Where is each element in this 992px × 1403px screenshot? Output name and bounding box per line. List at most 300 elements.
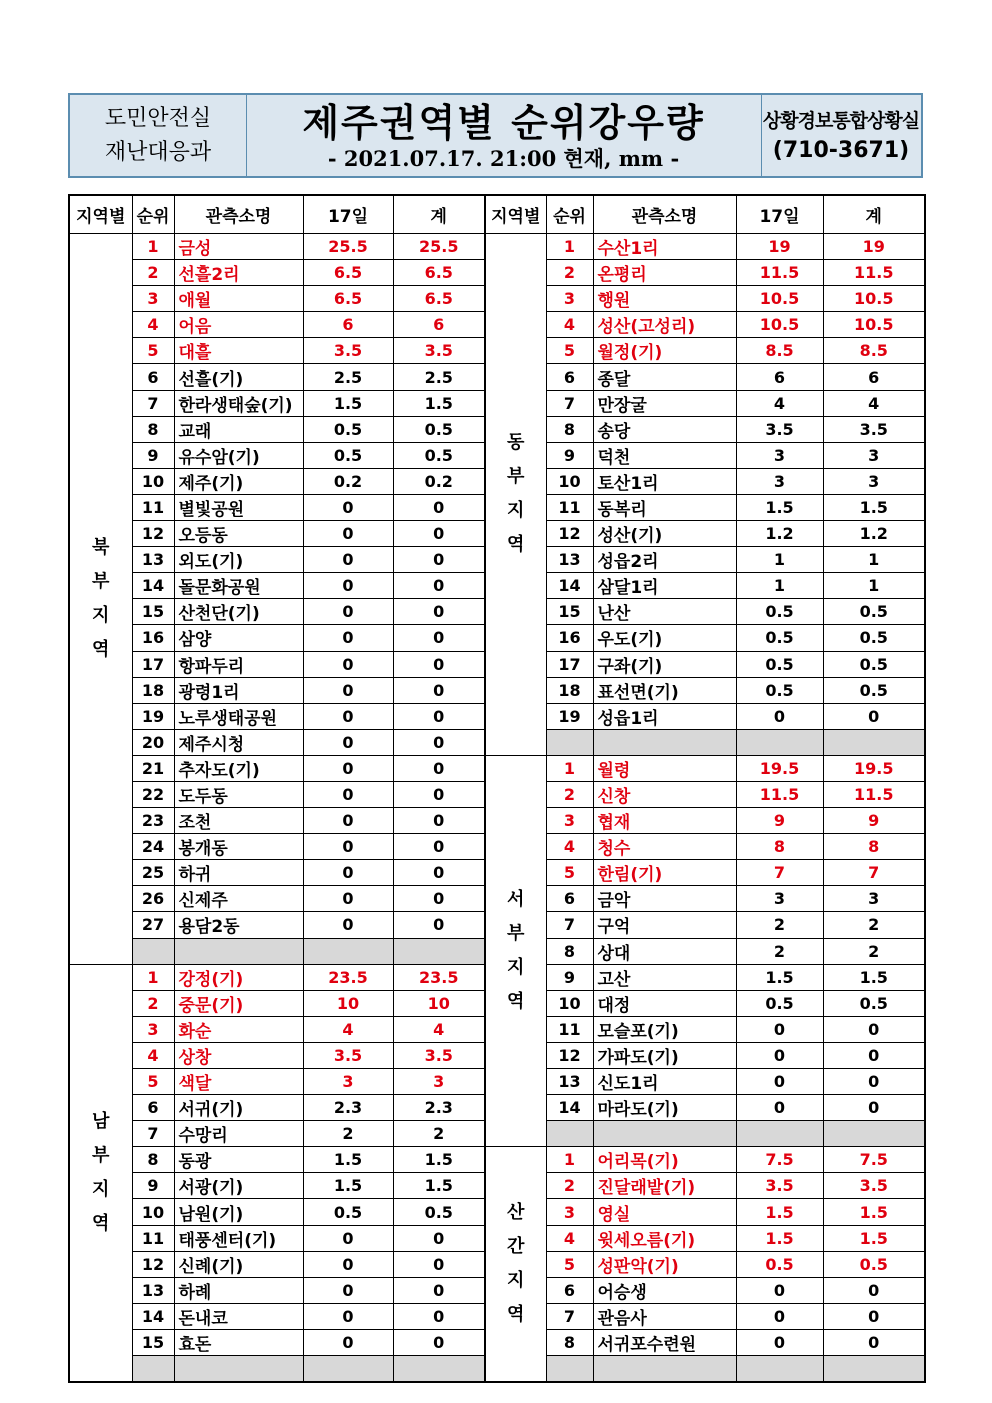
rank-cell: 26 xyxy=(132,886,174,912)
table-row xyxy=(69,494,485,520)
day-rainfall: 6.5 xyxy=(303,260,393,286)
table-row xyxy=(485,834,925,860)
region-name: 서 부 지 역 xyxy=(507,889,525,1013)
station-name: 동복리 xyxy=(593,494,736,520)
station-name: 표선면(기) xyxy=(593,677,736,703)
rank-cell: 23 xyxy=(132,808,174,834)
station-name: 봉개동 xyxy=(174,834,303,860)
total-rainfall: 2 xyxy=(393,1121,485,1147)
station-name: 성읍2리 xyxy=(593,547,736,573)
station-name: 종달 xyxy=(593,364,736,390)
rank-cell: 10 xyxy=(546,468,593,494)
empty-cell xyxy=(393,938,485,964)
station-name: 별빛공원 xyxy=(174,494,303,520)
table-row xyxy=(485,651,925,677)
station-name: 하례 xyxy=(174,1277,303,1303)
day-rainfall: 0 xyxy=(736,1016,823,1042)
total-rainfall: 6.5 xyxy=(393,260,485,286)
station-name: 유수암(기) xyxy=(174,442,303,468)
table-row xyxy=(485,912,925,938)
station-name: 진달래밭(기) xyxy=(593,1173,736,1199)
table-row xyxy=(69,1173,485,1199)
rank-cell: 8 xyxy=(546,938,593,964)
total-rainfall: 2 xyxy=(823,912,925,938)
day-rainfall: 0 xyxy=(303,677,393,703)
region-label xyxy=(485,234,546,756)
empty-cell xyxy=(593,729,736,755)
station-name: 마라도(기) xyxy=(593,1095,736,1121)
rank-cell: 14 xyxy=(546,1095,593,1121)
rank-cell: 7 xyxy=(546,1303,593,1329)
station-name: 상대 xyxy=(593,938,736,964)
rank-cell: 4 xyxy=(546,1225,593,1251)
day-rainfall: 25.5 xyxy=(303,234,393,260)
station-name: 남원(기) xyxy=(174,1199,303,1225)
table-row xyxy=(69,1069,485,1095)
station-name: 신례(기) xyxy=(174,1251,303,1277)
rank-cell: 1 xyxy=(546,234,593,260)
total-rainfall: 3.5 xyxy=(823,416,925,442)
day-rainfall: 23.5 xyxy=(303,964,393,990)
report-header xyxy=(68,93,923,178)
table-row xyxy=(69,1095,485,1121)
station-name: 어리목(기) xyxy=(593,1147,736,1173)
table-row xyxy=(69,286,485,312)
table-row xyxy=(485,1147,925,1173)
station-name: 신창 xyxy=(593,781,736,807)
empty-row xyxy=(69,1356,485,1383)
day-rainfall: 3 xyxy=(736,468,823,494)
day-rainfall: 1 xyxy=(736,573,823,599)
day-rainfall: 2.3 xyxy=(303,1095,393,1121)
station-name: 토산1리 xyxy=(593,468,736,494)
total-rainfall: 0 xyxy=(393,755,485,781)
total-rainfall: 0 xyxy=(823,1095,925,1121)
empty-cell xyxy=(736,1121,823,1147)
day-rainfall: 19.5 xyxy=(736,755,823,781)
table-row xyxy=(485,416,925,442)
station-name: 태풍센터(기) xyxy=(174,1225,303,1251)
day-rainfall: 8 xyxy=(736,834,823,860)
rank-cell: 2 xyxy=(132,260,174,286)
table-row xyxy=(69,1303,485,1329)
station-name: 선흘(기) xyxy=(174,364,303,390)
col-rank: 순위 xyxy=(132,195,174,234)
total-rainfall: 11.5 xyxy=(823,260,925,286)
total-rainfall: 11.5 xyxy=(823,781,925,807)
day-rainfall: 0 xyxy=(303,703,393,729)
empty-cell xyxy=(823,1356,925,1383)
total-rainfall: 2 xyxy=(823,938,925,964)
day-rainfall: 10 xyxy=(303,990,393,1016)
table-row xyxy=(485,886,925,912)
station-name: 청수 xyxy=(593,834,736,860)
day-rainfall: 0 xyxy=(303,886,393,912)
total-rainfall: 3.5 xyxy=(393,338,485,364)
rank-cell: 8 xyxy=(132,1147,174,1173)
total-rainfall: 0 xyxy=(393,912,485,938)
total-rainfall: 0 xyxy=(393,547,485,573)
station-name: 모슬포(기) xyxy=(593,1016,736,1042)
empty-cell xyxy=(132,938,174,964)
table-row xyxy=(69,755,485,781)
station-name: 삼달1리 xyxy=(593,573,736,599)
region-label xyxy=(485,755,546,1146)
total-rainfall: 4 xyxy=(393,1016,485,1042)
empty-row xyxy=(69,938,485,964)
rank-cell: 14 xyxy=(132,573,174,599)
table-row xyxy=(485,990,925,1016)
day-rainfall: 0 xyxy=(303,599,393,625)
table-row xyxy=(69,312,485,338)
station-name: 서귀포수련원 xyxy=(593,1329,736,1355)
empty-cell xyxy=(174,1356,303,1383)
total-rainfall: 1.5 xyxy=(393,390,485,416)
rank-cell: 5 xyxy=(546,1251,593,1277)
rank-cell: 12 xyxy=(132,521,174,547)
total-rainfall: 6.5 xyxy=(393,286,485,312)
total-rainfall: 0.5 xyxy=(393,1199,485,1225)
total-rainfall: 0 xyxy=(393,729,485,755)
total-rainfall: 2.3 xyxy=(393,1095,485,1121)
day-rainfall: 3.5 xyxy=(736,1173,823,1199)
station-name: 어승생 xyxy=(593,1277,736,1303)
table-row xyxy=(485,860,925,886)
total-rainfall: 0 xyxy=(393,651,485,677)
rank-cell: 13 xyxy=(132,1277,174,1303)
total-rainfall: 0 xyxy=(393,703,485,729)
station-name: 신제주 xyxy=(174,886,303,912)
table-row xyxy=(485,1277,925,1303)
rank-cell: 15 xyxy=(132,599,174,625)
station-name: 외도(기) xyxy=(174,547,303,573)
station-name: 효돈 xyxy=(174,1329,303,1355)
rank-cell: 20 xyxy=(132,729,174,755)
day-rainfall: 1.5 xyxy=(736,494,823,520)
station-name: 동광 xyxy=(174,1147,303,1173)
total-rainfall: 0 xyxy=(393,860,485,886)
empty-cell xyxy=(303,938,393,964)
day-rainfall: 2 xyxy=(303,1121,393,1147)
total-rainfall: 0 xyxy=(393,1303,485,1329)
day-rainfall: 0 xyxy=(303,808,393,834)
rank-cell: 13 xyxy=(546,547,593,573)
report-subtitle: - 2021.07.17. 21:00 현재, mm - xyxy=(327,145,680,171)
rank-cell: 19 xyxy=(132,703,174,729)
rank-cell: 5 xyxy=(546,338,593,364)
station-name: 성산(고성리) xyxy=(593,312,736,338)
total-rainfall: 6 xyxy=(393,312,485,338)
table-row xyxy=(485,1199,925,1225)
total-rainfall: 0.5 xyxy=(823,625,925,651)
region-name: 북 부 지 역 xyxy=(92,536,110,660)
table-row xyxy=(485,938,925,964)
rank-cell: 9 xyxy=(132,442,174,468)
rank-cell: 3 xyxy=(546,286,593,312)
total-rainfall: 0 xyxy=(823,1069,925,1095)
day-rainfall: 11.5 xyxy=(736,781,823,807)
rank-cell: 2 xyxy=(546,1173,593,1199)
rank-cell: 2 xyxy=(546,260,593,286)
total-rainfall: 0 xyxy=(823,1016,925,1042)
day-rainfall: 19 xyxy=(736,234,823,260)
rank-cell: 21 xyxy=(132,755,174,781)
rank-cell: 17 xyxy=(132,651,174,677)
rank-cell: 5 xyxy=(546,860,593,886)
total-rainfall: 3 xyxy=(823,442,925,468)
day-rainfall: 0.2 xyxy=(303,468,393,494)
station-name: 노루생태공원 xyxy=(174,703,303,729)
total-rainfall: 0 xyxy=(393,1225,485,1251)
table-row xyxy=(69,1016,485,1042)
table-row xyxy=(69,521,485,547)
table-row xyxy=(485,599,925,625)
day-rainfall: 0 xyxy=(303,860,393,886)
station-name: 금성 xyxy=(174,234,303,260)
empty-cell xyxy=(393,1356,485,1383)
total-rainfall: 0 xyxy=(393,677,485,703)
day-rainfall: 0 xyxy=(303,494,393,520)
table-row xyxy=(485,1173,925,1199)
day-rainfall: 0 xyxy=(303,651,393,677)
station-name: 색달 xyxy=(174,1069,303,1095)
total-rainfall: 1.5 xyxy=(393,1147,485,1173)
day-rainfall: 0 xyxy=(303,912,393,938)
rank-cell: 7 xyxy=(546,912,593,938)
rank-cell: 10 xyxy=(546,990,593,1016)
day-rainfall: 0 xyxy=(303,521,393,547)
total-rainfall: 3 xyxy=(823,468,925,494)
table-row xyxy=(69,834,485,860)
table-row xyxy=(485,1329,925,1355)
total-rainfall: 0.2 xyxy=(393,468,485,494)
table-row xyxy=(485,312,925,338)
day-rainfall: 0 xyxy=(736,1329,823,1355)
day-rainfall: 0 xyxy=(736,1069,823,1095)
total-rainfall: 0 xyxy=(393,599,485,625)
table-row xyxy=(485,390,925,416)
station-name: 강정(기) xyxy=(174,964,303,990)
station-name: 관음사 xyxy=(593,1303,736,1329)
station-name: 월령 xyxy=(593,755,736,781)
rank-cell: 14 xyxy=(132,1303,174,1329)
station-name: 구좌(기) xyxy=(593,651,736,677)
table-row xyxy=(69,1042,485,1068)
day-rainfall: 0 xyxy=(303,834,393,860)
rank-cell: 11 xyxy=(132,1225,174,1251)
total-rainfall: 0 xyxy=(393,573,485,599)
region-label xyxy=(485,1147,546,1382)
total-rainfall: 0 xyxy=(393,808,485,834)
col-total: 계 xyxy=(823,195,925,234)
total-rainfall: 8 xyxy=(823,834,925,860)
day-rainfall: 4 xyxy=(303,1016,393,1042)
rank-cell: 6 xyxy=(546,1277,593,1303)
total-rainfall: 1.5 xyxy=(823,494,925,520)
day-rainfall: 0 xyxy=(303,1225,393,1251)
table-row xyxy=(69,1199,485,1225)
col-day: 17일 xyxy=(303,195,393,234)
total-rainfall: 10.5 xyxy=(823,312,925,338)
day-rainfall: 0 xyxy=(303,573,393,599)
station-name: 항파두리 xyxy=(174,651,303,677)
station-name: 우도(기) xyxy=(593,625,736,651)
table-row xyxy=(485,1251,925,1277)
office-phone: (710-3671) xyxy=(772,137,910,163)
station-name: 구억 xyxy=(593,912,736,938)
station-name: 대정 xyxy=(593,990,736,1016)
total-rainfall: 6 xyxy=(823,364,925,390)
rank-cell: 3 xyxy=(132,1016,174,1042)
region-name: 산 간 지 역 xyxy=(507,1202,525,1326)
total-rainfall: 19 xyxy=(823,234,925,260)
day-rainfall: 0 xyxy=(736,1303,823,1329)
station-name: 화순 xyxy=(174,1016,303,1042)
total-rainfall: 0.5 xyxy=(823,990,925,1016)
total-rainfall: 10.5 xyxy=(823,286,925,312)
table-row xyxy=(485,1016,925,1042)
rainfall-table-left xyxy=(68,194,486,1383)
station-name: 도두동 xyxy=(174,781,303,807)
station-name: 덕천 xyxy=(593,442,736,468)
table-row xyxy=(485,573,925,599)
station-name: 한라생태숲(기) xyxy=(174,390,303,416)
day-rainfall: 3.5 xyxy=(303,1042,393,1068)
day-rainfall: 7.5 xyxy=(736,1147,823,1173)
rank-cell: 2 xyxy=(132,990,174,1016)
table-row xyxy=(69,547,485,573)
total-rainfall: 3.5 xyxy=(823,1173,925,1199)
station-name: 성읍1리 xyxy=(593,703,736,729)
day-rainfall: 0 xyxy=(736,1042,823,1068)
station-name: 수산1리 xyxy=(593,234,736,260)
station-name: 제주시청 xyxy=(174,729,303,755)
table-row xyxy=(485,1095,925,1121)
table-header-row xyxy=(485,195,925,234)
total-rainfall: 19.5 xyxy=(823,755,925,781)
day-rainfall: 0 xyxy=(303,1277,393,1303)
rank-cell: 9 xyxy=(546,964,593,990)
rank-cell: 7 xyxy=(132,390,174,416)
total-rainfall: 0 xyxy=(823,703,925,729)
day-rainfall: 0 xyxy=(736,1095,823,1121)
day-rainfall: 0.5 xyxy=(303,416,393,442)
table-row xyxy=(485,1303,925,1329)
rank-cell: 11 xyxy=(546,494,593,520)
station-name: 삼양 xyxy=(174,625,303,651)
rank-cell: 14 xyxy=(546,573,593,599)
day-rainfall: 0 xyxy=(303,1329,393,1355)
table-row xyxy=(69,703,485,729)
table-row xyxy=(69,1225,485,1251)
rank-cell: 18 xyxy=(132,677,174,703)
day-rainfall: 11.5 xyxy=(736,260,823,286)
day-rainfall: 3 xyxy=(736,886,823,912)
station-name: 대흘 xyxy=(174,338,303,364)
rank-cell: 4 xyxy=(546,834,593,860)
total-rainfall: 0.5 xyxy=(823,651,925,677)
day-rainfall: 0 xyxy=(736,703,823,729)
total-rainfall: 0 xyxy=(823,1277,925,1303)
table-row xyxy=(69,964,485,990)
rank-cell: 12 xyxy=(546,521,593,547)
rank-cell: 10 xyxy=(132,468,174,494)
day-rainfall: 0.5 xyxy=(736,990,823,1016)
rank-cell: 7 xyxy=(546,390,593,416)
table-row xyxy=(485,234,925,260)
office-name: 상황경보통합상황실 xyxy=(762,109,920,132)
rank-cell: 8 xyxy=(132,416,174,442)
col-region: 지역별 xyxy=(69,195,132,234)
region-name: 남 부 지 역 xyxy=(92,1110,110,1234)
total-rainfall: 1.5 xyxy=(823,964,925,990)
table-row xyxy=(69,260,485,286)
table-row xyxy=(485,364,925,390)
total-rainfall: 8.5 xyxy=(823,338,925,364)
station-name: 용담2동 xyxy=(174,912,303,938)
day-rainfall: 1.5 xyxy=(736,1225,823,1251)
total-rainfall: 0.5 xyxy=(823,1251,925,1277)
col-total: 계 xyxy=(393,195,485,234)
day-rainfall: 8.5 xyxy=(736,338,823,364)
total-rainfall: 7.5 xyxy=(823,1147,925,1173)
day-rainfall: 9 xyxy=(736,808,823,834)
rank-cell: 15 xyxy=(132,1329,174,1355)
day-rainfall: 0 xyxy=(736,1277,823,1303)
table-row xyxy=(485,677,925,703)
empty-cell xyxy=(823,1121,925,1147)
rank-cell: 17 xyxy=(546,651,593,677)
day-rainfall: 0.5 xyxy=(303,442,393,468)
day-rainfall: 1.5 xyxy=(303,1173,393,1199)
table-row xyxy=(69,781,485,807)
table-row xyxy=(69,338,485,364)
total-rainfall: 0 xyxy=(823,1042,925,1068)
table-row xyxy=(69,990,485,1016)
empty-cell xyxy=(546,1356,593,1383)
rank-cell: 2 xyxy=(546,781,593,807)
station-name: 신도1리 xyxy=(593,1069,736,1095)
day-rainfall: 6.5 xyxy=(303,286,393,312)
day-rainfall: 3.5 xyxy=(736,416,823,442)
day-rainfall: 1 xyxy=(736,547,823,573)
station-name: 만장굴 xyxy=(593,390,736,416)
day-rainfall: 6 xyxy=(736,364,823,390)
total-rainfall: 0 xyxy=(393,1251,485,1277)
rank-cell: 13 xyxy=(546,1069,593,1095)
station-name: 애월 xyxy=(174,286,303,312)
total-rainfall: 10 xyxy=(393,990,485,1016)
total-rainfall: 4 xyxy=(823,390,925,416)
rank-cell: 9 xyxy=(132,1173,174,1199)
rank-cell: 4 xyxy=(132,312,174,338)
empty-cell xyxy=(546,729,593,755)
total-rainfall: 0 xyxy=(393,625,485,651)
department-block xyxy=(70,95,247,176)
table-row xyxy=(69,625,485,651)
table-row xyxy=(69,573,485,599)
table-row xyxy=(69,234,485,260)
station-name: 산천단(기) xyxy=(174,599,303,625)
station-name: 교래 xyxy=(174,416,303,442)
total-rainfall: 0 xyxy=(393,521,485,547)
rank-cell: 7 xyxy=(132,1121,174,1147)
table-row xyxy=(485,625,925,651)
table-row xyxy=(485,1069,925,1095)
empty-cell xyxy=(593,1121,736,1147)
table-row xyxy=(69,1147,485,1173)
day-rainfall: 2.5 xyxy=(303,364,393,390)
